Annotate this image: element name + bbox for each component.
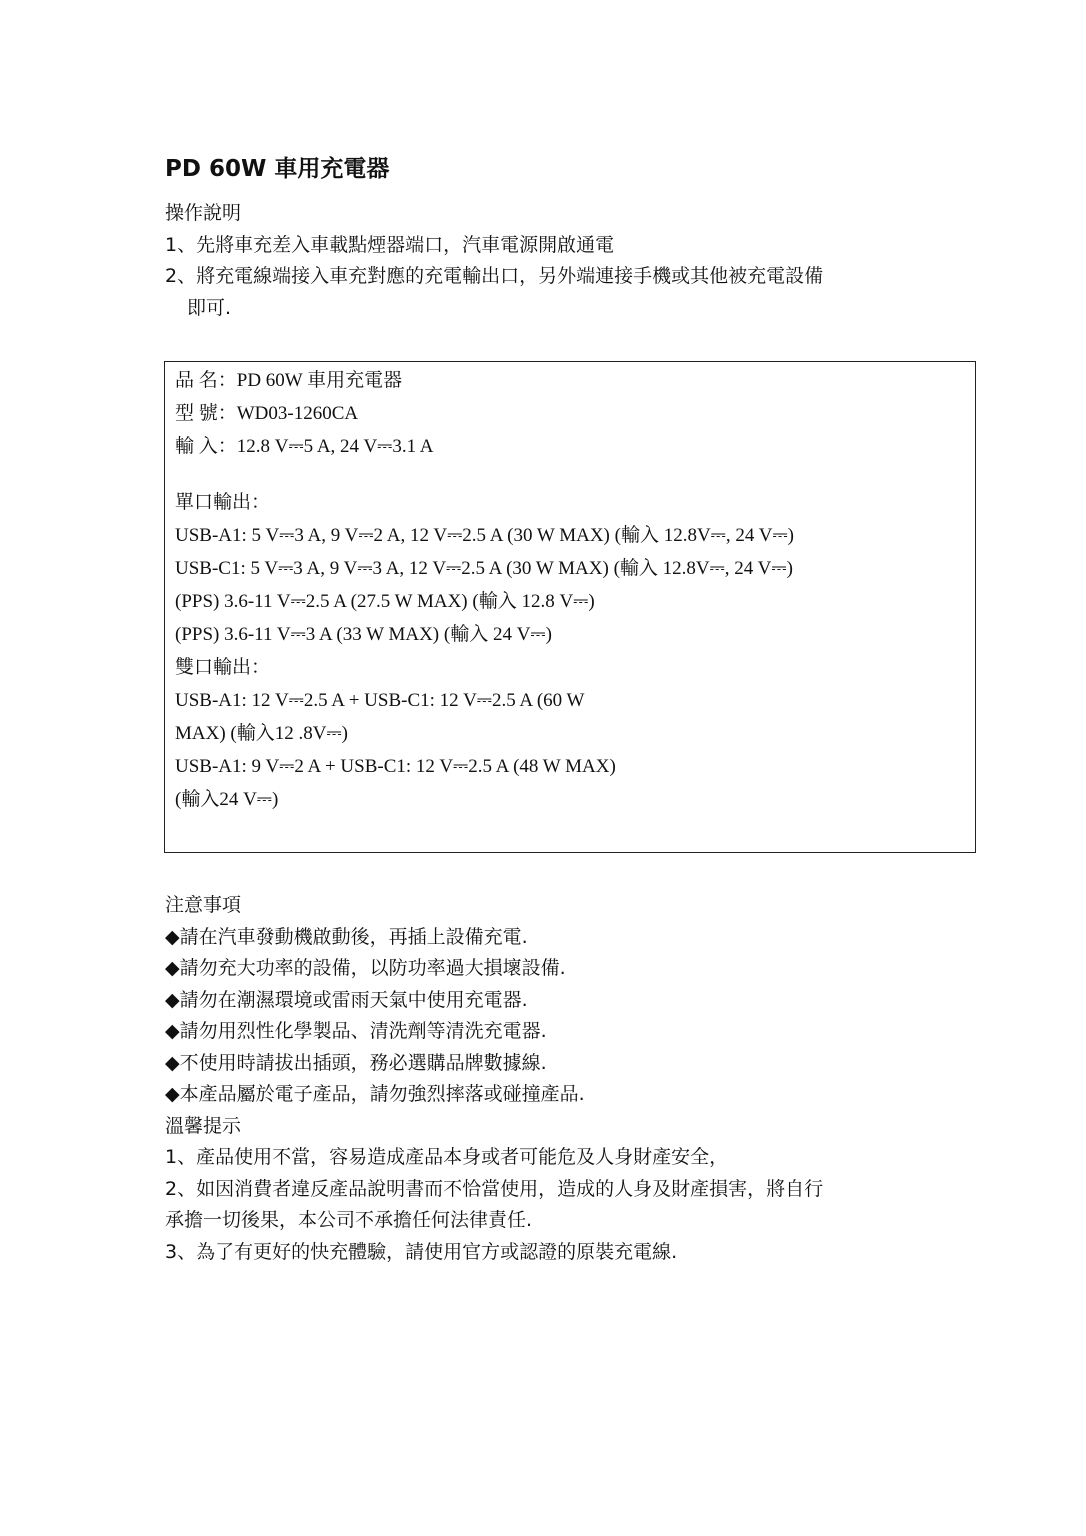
operation-section bbox=[165, 198, 823, 324]
spec-single-line: USB-C1: 5 V⎓3 A, 9 V⎓3 A, 12 V⎓2.5 A (30 W MAX) (輸入 12.8V⎓, 24 V⎓) bbox=[175, 558, 793, 579]
operation-step-2: 2、將充電線端接入車充對應的充電輸出口，另外端連接手機或其他被充電設備 bbox=[165, 265, 824, 287]
spec-product-name: 品 名：PD 60W 車用充電器 bbox=[175, 370, 403, 391]
note-item: ◆請勿用烈性化學製品、清洗劑等清洗充電器. bbox=[165, 1020, 547, 1042]
spec-single-line: USB-A1: 5 V⎓3 A, 9 V⎓2 A, 12 V⎓2.5 A (30 W MAX) (輸入 12.8V⎓, 24 V⎓) bbox=[175, 525, 794, 546]
spec-dual-line: USB-A1: 9 V⎓2 A + USB-C1: 12 V⎓2.5 A (48 W MAX) bbox=[175, 756, 616, 777]
document-title: PD 60W 車用充電器 bbox=[165, 156, 390, 182]
operation-step-1: 1、先將車充差入車載點煙器端口，汽車電源開啟通電 bbox=[165, 233, 615, 256]
spec-single-line: (PPS) 3.6-11 V⎓3 A (33 W MAX) (輸入 24 V⎓) bbox=[175, 624, 552, 645]
note-item: ◆本產品屬於電子產品，請勿強烈摔落或碰撞產品. bbox=[165, 1083, 585, 1105]
spec-single-heading: 單口輸出： bbox=[175, 492, 271, 513]
spec-dual-line: USB-A1: 12 V⎓2.5 A + USB-C1: 12 V⎓2.5 A (60 W bbox=[175, 690, 585, 711]
operation-step-2-cont: 即可. bbox=[187, 296, 232, 319]
spec-input: 輸 入：12.8 V⎓5 A, 24 V⎓3.1 A bbox=[175, 436, 434, 457]
tip-item: 3、為了有更好的快充體驗，請使用官方或認證的原裝充電線. bbox=[165, 1240, 678, 1263]
spec-dual-line: (輸入24 V⎓) bbox=[175, 789, 279, 810]
tips-heading: 溫馨提示 bbox=[165, 1114, 242, 1137]
spec-dual-heading: 雙口輸出： bbox=[175, 657, 271, 678]
notes-heading: 注意事項 bbox=[165, 894, 242, 916]
note-item: ◆不使用時請拔出插頭，務必選購品牌數據線. bbox=[165, 1051, 547, 1074]
spec-box bbox=[164, 361, 976, 853]
operation-heading: 操作說明 bbox=[165, 202, 242, 224]
note-item: ◆請勿充大功率的設備，以防功率過大損壞設備. bbox=[165, 957, 566, 979]
tip-item: 2、如因消費者違反產品說明書而不恰當使用，造成的人身及財產損害，將自行 bbox=[165, 1177, 824, 1200]
notes-section bbox=[165, 890, 823, 1268]
spec-dual-line: MAX) (輸入12 .8V⎓) bbox=[175, 723, 348, 744]
note-item: ◆請在汽車發動機啟動後，再插上設備充電. bbox=[165, 925, 528, 948]
spec-single-line: (PPS) 3.6-11 V⎓2.5 A (27.5 W MAX) (輸入 12.8 V⎓) bbox=[175, 591, 595, 612]
tip-item: 1、產品使用不當，容易造成產品本身或者可能危及人身財產安全， bbox=[165, 1146, 729, 1168]
spec-model: 型 號：WD03-1260CA bbox=[175, 403, 359, 424]
tip-item: 承擔一切後果，本公司不承擔任何法律責任. bbox=[165, 1209, 533, 1231]
spec-gap bbox=[175, 463, 975, 486]
note-item: ◆請勿在潮濕環境或雷雨天氣中使用充電器. bbox=[165, 988, 528, 1011]
